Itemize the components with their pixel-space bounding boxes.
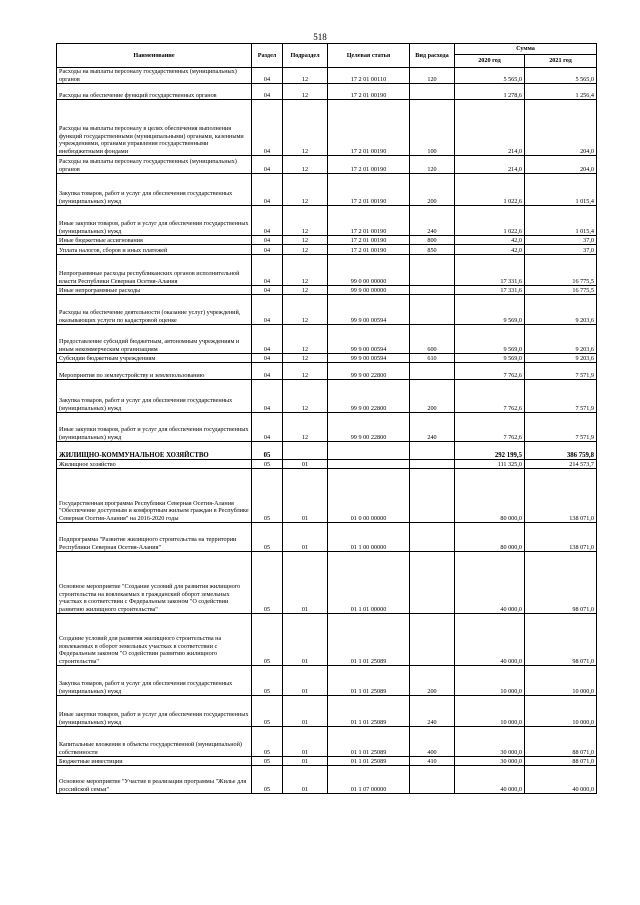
table-row [57, 84, 597, 100]
cell-expense-type [410, 286, 455, 295]
cell-expense-type [410, 469, 455, 523]
cell-amount-2020: 17 331,6 [455, 255, 525, 286]
table-row [57, 460, 597, 469]
cell-subsection: 12 [283, 84, 328, 100]
cell-target-article: 01 1 01 00000 [328, 552, 410, 614]
cell-subsection: 12 [283, 100, 328, 156]
cell-amount-2020: 30 000,0 [455, 757, 525, 766]
cell-subsection: 12 [283, 325, 328, 354]
cell-name: Капитальные вложения в объекты государственной (муниципальной) собственности [57, 727, 252, 757]
cell-subsection: 12 [283, 295, 328, 325]
table-row [57, 696, 597, 727]
cell-name: Уплата налогов, сборов и иных платежей [57, 245, 252, 255]
cell-name: Государственная программа Республики Северная Осетия-Алания "Обеспечение доступным и комфортным жильем граждан в Республике Северная Осетия-Алания" на 2016-2020 годы [57, 469, 252, 523]
budget-table [56, 43, 597, 794]
cell-section: 04 [252, 255, 283, 286]
cell-subsection: 12 [283, 68, 328, 84]
cell-amount-2020: 9 569,0 [455, 325, 525, 354]
cell-target-article: 99 9 00 00594 [328, 325, 410, 354]
cell-name: Иные закупки товаров, работ и услуг для обеспечения государственных (муниципальных) нужд [57, 206, 252, 236]
cell-subsection: 01 [283, 727, 328, 757]
cell-amount-2021: 7 571,9 [525, 363, 597, 380]
table-row [57, 413, 597, 442]
cell-amount-2021: 9 203,6 [525, 295, 597, 325]
table-row [57, 354, 597, 363]
cell-section: 04 [252, 363, 283, 380]
header-subsection: Подраздел [283, 44, 328, 68]
cell-target-article: 17 2 01 00190 [328, 236, 410, 245]
cell-section: 04 [252, 245, 283, 255]
header-sum: Сумма [455, 44, 597, 55]
cell-name: Иные закупки товаров, работ и услуг для обеспечения государственных (муниципальных) нужд [57, 696, 252, 727]
cell-subsection: 12 [283, 354, 328, 363]
cell-expense-type: 850 [410, 245, 455, 255]
table-row [57, 174, 597, 206]
cell-expense-type: 800 [410, 236, 455, 245]
cell-amount-2020: 10 000,0 [455, 696, 525, 727]
cell-target-article: 99 9 00 00594 [328, 295, 410, 325]
cell-section: 04 [252, 84, 283, 100]
cell-section: 04 [252, 413, 283, 442]
cell-amount-2020: 9 569,0 [455, 354, 525, 363]
cell-amount-2020: 292 199,5 [455, 442, 525, 460]
cell-amount-2020: 40 000,0 [455, 766, 525, 794]
cell-name: Расходы на выплаты персоналу в целях обеспечения выполнения функций государственными (муниципальными) органами, казенными учреждениями, органами управления государственными внебюджетными фондами [57, 100, 252, 156]
table-row [57, 666, 597, 696]
table-row [57, 100, 597, 156]
cell-amount-2020: 214,0 [455, 156, 525, 174]
cell-expense-type: 100 [410, 100, 455, 156]
cell-amount-2021: 204,0 [525, 156, 597, 174]
cell-amount-2021: 98 071,0 [525, 614, 597, 666]
table-row [57, 68, 597, 84]
cell-expense-type: 600 [410, 325, 455, 354]
cell-target-article: 17 2 01 00190 [328, 245, 410, 255]
cell-subsection: 01 [283, 460, 328, 469]
cell-amount-2021: 37,0 [525, 236, 597, 245]
cell-amount-2020: 30 000,0 [455, 727, 525, 757]
cell-subsection: 01 [283, 766, 328, 794]
cell-amount-2021: 1 015,4 [525, 206, 597, 236]
cell-amount-2021: 1 256,4 [525, 84, 597, 100]
cell-name: Субсидии бюджетным учреждениям [57, 354, 252, 363]
table-row [57, 757, 597, 766]
cell-section: 04 [252, 286, 283, 295]
cell-amount-2021: 1 015,4 [525, 174, 597, 206]
cell-expense-type [410, 552, 455, 614]
cell-expense-type [410, 766, 455, 794]
cell-section: 04 [252, 236, 283, 245]
cell-section: 05 [252, 696, 283, 727]
cell-expense-type: 240 [410, 206, 455, 236]
cell-amount-2021: 16 775,5 [525, 286, 597, 295]
cell-subsection: 12 [283, 174, 328, 206]
cell-name: Закупка товаров, работ и услуг для обеспечения государственных (муниципальных) нужд [57, 666, 252, 696]
cell-target-article: 17 2 01 00190 [328, 84, 410, 100]
cell-amount-2021: 88 071,0 [525, 757, 597, 766]
cell-amount-2021: 7 571,9 [525, 413, 597, 442]
cell-expense-type: 240 [410, 696, 455, 727]
table-row [57, 469, 597, 523]
cell-expense-type [410, 460, 455, 469]
table-row [57, 295, 597, 325]
cell-subsection: 12 [283, 206, 328, 236]
cell-section: 05 [252, 766, 283, 794]
table-row [57, 552, 597, 614]
cell-target-article: 17 2 01 00190 [328, 100, 410, 156]
header-target-article: Целевая статья [328, 44, 410, 68]
cell-subsection: 01 [283, 469, 328, 523]
cell-amount-2021: 214 573,7 [525, 460, 597, 469]
cell-amount-2021: 7 571,9 [525, 380, 597, 413]
cell-subsection [283, 442, 328, 460]
table-row [57, 766, 597, 794]
cell-amount-2021: 9 203,6 [525, 325, 597, 354]
cell-amount-2020: 9 569,0 [455, 295, 525, 325]
cell-amount-2021: 16 775,5 [525, 255, 597, 286]
cell-target-article: 99 9 00 22800 [328, 363, 410, 380]
table-row [57, 380, 597, 413]
cell-section: 05 [252, 666, 283, 696]
cell-amount-2021: 5 565,0 [525, 68, 597, 84]
cell-amount-2020: 1 278,6 [455, 84, 525, 100]
cell-expense-type [410, 295, 455, 325]
cell-expense-type [410, 363, 455, 380]
cell-name: Расходы на обеспечение деятельности (оказание услуг) учреждений, оказывающих услуги по кадастровой оценке [57, 295, 252, 325]
cell-amount-2020: 7 762,6 [455, 413, 525, 442]
cell-amount-2020: 1 022,6 [455, 174, 525, 206]
cell-target-article: 17 2 01 00190 [328, 174, 410, 206]
cell-section: 04 [252, 380, 283, 413]
cell-amount-2021: 88 071,0 [525, 727, 597, 757]
cell-amount-2020: 42,0 [455, 236, 525, 245]
cell-subsection: 01 [283, 523, 328, 552]
table-row [57, 236, 597, 245]
cell-subsection: 12 [283, 286, 328, 295]
table-row [57, 614, 597, 666]
cell-amount-2021: 386 759,8 [525, 442, 597, 460]
table-row [57, 156, 597, 174]
cell-target-article: 99 9 00 00594 [328, 354, 410, 363]
cell-amount-2021: 98 071,0 [525, 552, 597, 614]
cell-subsection: 12 [283, 363, 328, 380]
cell-section: 05 [252, 552, 283, 614]
cell-target-article: 99 0 00 00000 [328, 255, 410, 286]
cell-section: 05 [252, 727, 283, 757]
cell-amount-2021: 138 071,0 [525, 469, 597, 523]
cell-amount-2020: 10 000,0 [455, 666, 525, 696]
cell-subsection: 01 [283, 666, 328, 696]
table-row [57, 255, 597, 286]
cell-amount-2021: 9 203,6 [525, 354, 597, 363]
cell-section: 05 [252, 523, 283, 552]
cell-name: Основное мероприятие "Создание условий для развития жилищного строительства на вовлекаемых в гражданский оборот земельных участках в соответствии с Федеральным законом "О содействии развитию жилищного строительства" [57, 552, 252, 614]
cell-name: Закупка товаров, работ и услуг для обеспечения государственных (муниципальных) нужд [57, 174, 252, 206]
cell-section: 05 [252, 460, 283, 469]
cell-target-article: 99 9 00 00000 [328, 286, 410, 295]
cell-expense-type [410, 523, 455, 552]
cell-expense-type: 120 [410, 156, 455, 174]
table-row [57, 727, 597, 757]
cell-target-article: 01 1 01 25089 [328, 696, 410, 727]
cell-amount-2020: 80 000,0 [455, 523, 525, 552]
cell-name: Расходы на выплаты персоналу государственных (муниципальных) органов [57, 68, 252, 84]
cell-target-article: 99 9 00 22800 [328, 380, 410, 413]
cell-amount-2020: 111 325,0 [455, 460, 525, 469]
cell-amount-2020: 42,0 [455, 245, 525, 255]
cell-amount-2020: 40 000,0 [455, 614, 525, 666]
cell-amount-2020: 7 762,6 [455, 380, 525, 413]
cell-amount-2021: 138 071,0 [525, 523, 597, 552]
table-row [57, 325, 597, 354]
cell-expense-type: 200 [410, 666, 455, 696]
cell-name: Закупка товаров, работ и услуг для обеспечения государственных (муниципальных) нужд [57, 380, 252, 413]
cell-amount-2021: 10 000,0 [525, 696, 597, 727]
cell-section: 05 [252, 757, 283, 766]
header-section: Раздел [252, 44, 283, 68]
cell-subsection: 12 [283, 255, 328, 286]
cell-target-article: 17 2 01 00190 [328, 156, 410, 174]
cell-section: 05 [252, 469, 283, 523]
cell-expense-type: 400 [410, 727, 455, 757]
cell-amount-2021: 204,0 [525, 100, 597, 156]
cell-amount-2021: 40 000,0 [525, 766, 597, 794]
cell-target-article: 01 1 00 00000 [328, 523, 410, 552]
cell-subsection: 01 [283, 552, 328, 614]
table-row [57, 442, 597, 460]
cell-section: 04 [252, 295, 283, 325]
cell-name: Иные закупки товаров, работ и услуг для обеспечения государственных (муниципальных) нужд [57, 413, 252, 442]
cell-expense-type: 610 [410, 354, 455, 363]
cell-amount-2020: 7 762,6 [455, 363, 525, 380]
cell-name: Подпрограмма "Развитие жилищного строительства на территории Республики Северная Осетия-Алания" [57, 523, 252, 552]
cell-target-article: 17 2 01 00110 [328, 68, 410, 84]
cell-target-article: 01 1 01 25089 [328, 614, 410, 666]
table-row [57, 206, 597, 236]
cell-subsection: 12 [283, 236, 328, 245]
cell-section: 04 [252, 68, 283, 84]
cell-amount-2020: 5 565,0 [455, 68, 525, 84]
cell-name: ЖИЛИЩНО-КОММУНАЛЬНОЕ ХОЗЯЙСТВО [57, 442, 252, 460]
cell-name: Предоставление субсидий бюджетным, автономным учреждениям и иным некоммерческим организациям [57, 325, 252, 354]
cell-amount-2020: 40 000,0 [455, 552, 525, 614]
header-expense-type: Вид расхода [410, 44, 455, 68]
cell-target-article: 99 9 00 22800 [328, 413, 410, 442]
cell-target-article: 01 1 01 25089 [328, 757, 410, 766]
cell-amount-2020: 17 331,6 [455, 286, 525, 295]
cell-expense-type [410, 84, 455, 100]
cell-subsection: 12 [283, 156, 328, 174]
header-name: Наименование [57, 44, 252, 68]
table-row [57, 523, 597, 552]
cell-target-article: 01 1 01 25089 [328, 727, 410, 757]
cell-section: 04 [252, 206, 283, 236]
cell-amount-2020: 1 022,6 [455, 206, 525, 236]
header-year-2021: 2021 год [525, 55, 597, 68]
cell-name: Мероприятия по землеустройству и землепользованию [57, 363, 252, 380]
cell-amount-2021: 37,0 [525, 245, 597, 255]
cell-target-article: 01 1 01 25089 [328, 666, 410, 696]
cell-amount-2020: 80 000,0 [455, 469, 525, 523]
cell-section: 04 [252, 156, 283, 174]
cell-name: Расходы на обеспечение функций государственных органов [57, 84, 252, 100]
table-row [57, 363, 597, 380]
cell-section: 04 [252, 174, 283, 206]
cell-target-article [328, 442, 410, 460]
cell-expense-type: 200 [410, 380, 455, 413]
cell-amount-2020: 214,0 [455, 100, 525, 156]
cell-target-article: 01 0 00 00000 [328, 469, 410, 523]
cell-name: Бюджетные инвестиции [57, 757, 252, 766]
cell-target-article: 17 2 01 00190 [328, 206, 410, 236]
cell-subsection: 12 [283, 380, 328, 413]
cell-section: 04 [252, 100, 283, 156]
cell-amount-2021: 10 000,0 [525, 666, 597, 696]
cell-expense-type [410, 255, 455, 286]
table-row [57, 286, 597, 295]
cell-name: Непрограммные расходы республиканских органов исполнительной власти Республики Северная Осетия-Алания [57, 255, 252, 286]
table-row [57, 245, 597, 255]
cell-expense-type [410, 614, 455, 666]
cell-name: Иные непрограммные расходы [57, 286, 252, 295]
cell-target-article [328, 460, 410, 469]
cell-target-article: 01 1 07 00000 [328, 766, 410, 794]
cell-subsection: 01 [283, 614, 328, 666]
cell-name: Основное мероприятие "Участие в реализации программы "Жилье для российской семьи" [57, 766, 252, 794]
cell-expense-type: 120 [410, 68, 455, 84]
cell-section: 04 [252, 325, 283, 354]
cell-expense-type [410, 442, 455, 460]
cell-expense-type: 410 [410, 757, 455, 766]
cell-subsection: 12 [283, 413, 328, 442]
cell-section: 04 [252, 354, 283, 363]
cell-name: Жилищное хозяйство [57, 460, 252, 469]
header-year-2020: 2020 год [455, 55, 525, 68]
cell-section: 05 [252, 442, 283, 460]
cell-subsection: 01 [283, 757, 328, 766]
cell-subsection: 12 [283, 245, 328, 255]
cell-expense-type: 240 [410, 413, 455, 442]
cell-subsection: 01 [283, 696, 328, 727]
cell-name: Расходы на выплаты персоналу государственных (муниципальных) органов [57, 156, 252, 174]
page-number: 518 [313, 32, 327, 42]
cell-name: Иные бюджетные ассигнования [57, 236, 252, 245]
cell-section: 05 [252, 614, 283, 666]
cell-name: Создание условий для развития жилищного строительства на вовлекаемых в оборот земельных участках в соответствии с Федеральным законом "О содействии развитию жилищного строительства" [57, 614, 252, 666]
table-body [57, 68, 597, 794]
cell-expense-type: 200 [410, 174, 455, 206]
